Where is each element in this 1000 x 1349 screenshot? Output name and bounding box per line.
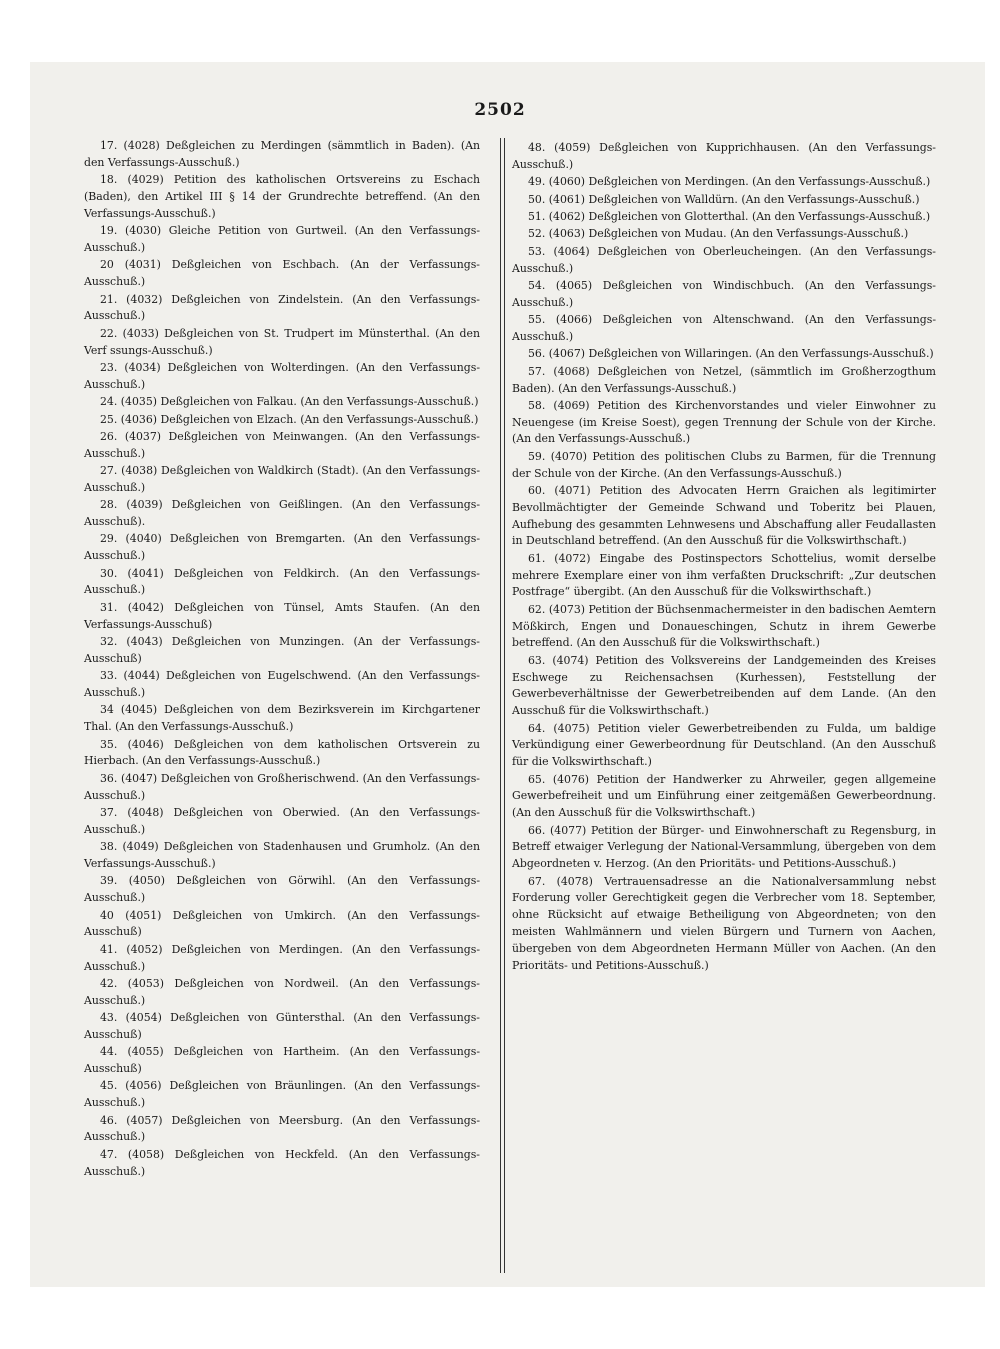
petition-entry: 59. (4070) Petition des politischen Clubs zu Barmen, für die Trennung der Schule von der Kirche. (An den Verfassungs-Ausschuß.) (512, 449, 936, 480)
petition-entry: 36. (4047) Deßgleichen von Großherischwend. (An den Verfassungs-Ausschuß.) (84, 771, 480, 802)
petition-entry: 56. (4067) Deßgleichen von Willaringen. (An den Verfassungs-Ausschuß.) (528, 347, 934, 361)
petition-entry: 38. (4049) Deßgleichen von Stadenhausen und Grumholz. (An den Verfassungs-Ausschuß.) (84, 840, 480, 870)
petition-entry: 26. (4037) Deßgleichen von Meinwangen. (An den Verfassungs-Ausschuß.) (84, 429, 480, 460)
petition-entry: 48. (4059) Deßgleichen von Kupprichhausen. (An den Verfassungs-Ausschuß.) (512, 141, 936, 171)
petition-entry: 44. (4055) Deßgleichen von Hartheim. (An den Verfassungs-Ausschuß) (84, 1045, 480, 1076)
petition-entry: 57. (4068) Deßgleichen von Netzel, (sämmtlich im Großherzogthum Baden). (An den Verfassungs-Ausschuß.) (512, 364, 936, 395)
petition-entry: 50. (4061) Deßgleichen von Walldürn. (An den Verfassungs-Ausschuß.) (528, 192, 920, 206)
petition-entry: 64. (4075) Petition vieler Gewerbetreibenden zu Fulda, um baldige Verkündigung einer Gewerbeordnung für Deutschland. (An den Ausschuß für die Volkswirthschaft.) (512, 721, 936, 769)
petition-entry: 47. (4058) Deßgleichen von Heckfeld. (An den Verfassungs-Ausschuß.) (84, 1147, 480, 1178)
petition-entry: 42. (4053) Deßgleichen von Nordweil. (An den Verfassungs-Ausschuß.) (84, 976, 480, 1007)
petition-entry: 41. (4052) Deßgleichen von Merdingen. (An den Verfassungs-Ausschuß.) (84, 942, 480, 973)
petition-entry: 49. (4060) Deßgleichen von Merdingen. (An den Verfassungs-Ausschuß.) (528, 175, 931, 189)
petition-entry: 67. (4078) Vertrauensadresse an die Nationalversammlung nebst Forderung voller Gerechtigkeit gegen die Verbrecher vom 18. September, ohne Rücksicht auf etwaige Betheiligung von Abgeordneten; von den meisten Wahlmännern und vielen Bürgern und Turnern von Aachen, übergeben von dem Abgeordneten Hermann Müller von Aachen. (An den Prioritäts- und Petitions-Ausschuß.) (512, 874, 936, 972)
page-number: 2502 (474, 100, 526, 120)
petition-entry: 34 (4045) Deßgleichen von dem Bezirksverein im Kirchgartener Thal. (An den Verfassungs-Ausschuß.) (84, 703, 480, 734)
petition-entry: 45. (4056) Deßgleichen von Bräunlingen. (An den Verfassungs-Ausschuß.) (84, 1079, 480, 1110)
left-column (84, 138, 480, 1181)
petition-entry: 43. (4054) Deßgleichen von Güntersthal. (An den Verfassungs-Ausschuß) (84, 1011, 480, 1041)
petition-entry: 40 (4051) Deßgleichen von Umkirch. (An den Verfassungs-Ausschuß) (84, 908, 480, 939)
petition-entry: 62. (4073) Petition der Büchsenmachermeister in den badischen Aemtern Mößkirch, Engen und Donaueschingen, Schutz in ihrem Gewerbe betreffend. (An den Ausschuß für die Volkswirthschaft.) (512, 602, 936, 650)
petition-entry: 29. (4040) Deßgleichen von Bremgarten. (An den Verfassungs-Ausschuß.) (84, 532, 480, 563)
petition-entry: 37. (4048) Deßgleichen von Oberwied. (An den Verfassungs-Ausschuß.) (84, 805, 480, 836)
petition-entry: 18. (4029) Petition des katholischen Ortsvereins zu Eschach (Baden), den Artikel III § 14 der Grundrechte betreffend. (An den Verfassungs-Ausschuß.) (84, 173, 480, 220)
petition-entry: 25. (4036) Deßgleichen von Elzach. (An den Verfassungs-Ausschuß.) (100, 412, 479, 426)
petition-entry: 51. (4062) Deßgleichen von Glotterthal. (An den Verfassungs-Ausschuß.) (528, 209, 931, 223)
petition-entry: 65. (4076) Petition der Handwerker zu Ahrweiler, gegen allgemeine Gewerbefreiheit und um Einführung einer zeitgemäßen Gewerbeordnung. (An den Ausschuß für die Volkswirthschaft.) (512, 772, 936, 820)
petition-entry: 21. (4032) Deßgleichen von Zindelstein. (An den Verfassungs-Ausschuß.) (84, 292, 480, 323)
column-divider (500, 138, 505, 1273)
petition-entry: 24. (4035) Deßgleichen von Falkau. (An den Verfassungs-Ausschuß.) (100, 395, 479, 409)
petition-entry: 46. (4057) Deßgleichen von Meersburg. (An den Verfassungs-Ausschuß.) (84, 1113, 480, 1144)
petition-entry: 35. (4046) Deßgleichen von dem katholischen Ortsverein zu Hierbach. (An den Verfassungs-Ausschuß.) (84, 737, 480, 768)
petition-entry: 66. (4077) Petition der Bürger- und Einwohnerschaft zu Regensburg, in Betreff etwaiger Verlegung der National-Versammlung, übergeben von dem Abgeordneten v. Herzog. (An den Prioritäts- und Petitions-Ausschuß.) (512, 823, 936, 871)
petition-entry: 20 (4031) Deßgleichen von Eschbach. (An der Verfassungs-Ausschuß.) (84, 258, 480, 289)
petition-entry: 58. (4069) Petition des Kirchenvorstandes und vieler Einwohner zu Neuengese (im Kreise Soest), gegen Trennung der Schule von der Kirche. (An den Verfassungs-Ausschuß.) (512, 398, 936, 446)
petition-entry: 19. (4030) Gleiche Petition von Gurtweil. (An den Verfassungs-Ausschuß.) (84, 224, 480, 254)
petition-entry: 22. (4033) Deßgleichen von St. Trudpert im Münsterthal. (An den Verf ssungs-Ausschuß.) (84, 326, 480, 357)
petition-entry: 32. (4043) Deßgleichen von Munzingen. (An der Verfassungs-Ausschuß) (84, 635, 480, 665)
petition-entry: 55. (4066) Deßgleichen von Altenschwand. (An den Verfassungs-Ausschuß.) (512, 313, 936, 343)
petition-entry: 33. (4044) Deßgleichen von Eugelschwend. (An den Verfassungs-Ausschuß.) (84, 669, 480, 699)
right-column (512, 140, 936, 975)
petition-entry: 54. (4065) Deßgleichen von Windischbuch. (An den Verfassungs-Ausschuß.) (512, 278, 936, 309)
petition-entry: 31. (4042) Deßgleichen von Tünsel, Amts Staufen. (An den Verfassungs-Ausschuß) (84, 600, 480, 631)
petition-entry: 28. (4039) Deßgleichen von Geißlingen. (An den Verfassungs-Ausschuß). (84, 498, 480, 529)
petition-entry: 53. (4064) Deßgleichen von Oberleucheingen. (An den Verfassungs-Ausschuß.) (512, 244, 936, 275)
petition-entry: 30. (4041) Deßgleichen von Feldkirch. (An den Verfassungs-Ausschuß.) (84, 566, 480, 597)
petition-entry: 61. (4072) Eingabe des Postinspectors Schottelius, womit derselbe mehrere Exemplare einer von ihm verfaßten Druckschrift: „Zur deutschen Postfrage“ übergibt. (An den Ausschuß für die Volkswirthschaft.) (512, 551, 936, 599)
petition-entry: 60. (4071) Petition des Advocaten Herrn Graichen als legitimirter Bevollmächtigter der Gemeinde Schwand und Toberitz bei Plauen, Aufhebung des gesammten Lehnwesens und Abschaffung aller Feudallasten in Deutschland betreffend. (An den Ausschuß für die Volkswirthschaft.) (512, 484, 936, 548)
petition-entry: 17. (4028) Deßgleichen zu Merdingen (sämmtlich in Baden). (An den Verfassungs-Ausschuß.) (84, 139, 480, 169)
petition-entry: 27. (4038) Deßgleichen von Waldkirch (Stadt). (An den Verfassungs-Ausschuß.) (84, 464, 480, 494)
petition-entry: 52. (4063) Deßgleichen von Mudau. (An den Verfassungs-Ausschuß.) (528, 227, 909, 241)
petition-entry: 39. (4050) Deßgleichen von Görwihl. (An den Verfassungs-Ausschuß.) (84, 874, 480, 905)
petition-entry: 23. (4034) Deßgleichen von Wolterdingen. (An den Verfassungs-Ausschuß.) (84, 360, 480, 391)
petition-entry: 63. (4074) Petition des Volksvereins der Landgemeinden des Kreises Eschwege zu Reichensachsen (Kurhessen), Feststellung der Gewerbeverhältnisse der Gewerbetreibenden auf dem Lande. (An den Ausschuß für die Volkswirthschaft.) (512, 653, 936, 718)
